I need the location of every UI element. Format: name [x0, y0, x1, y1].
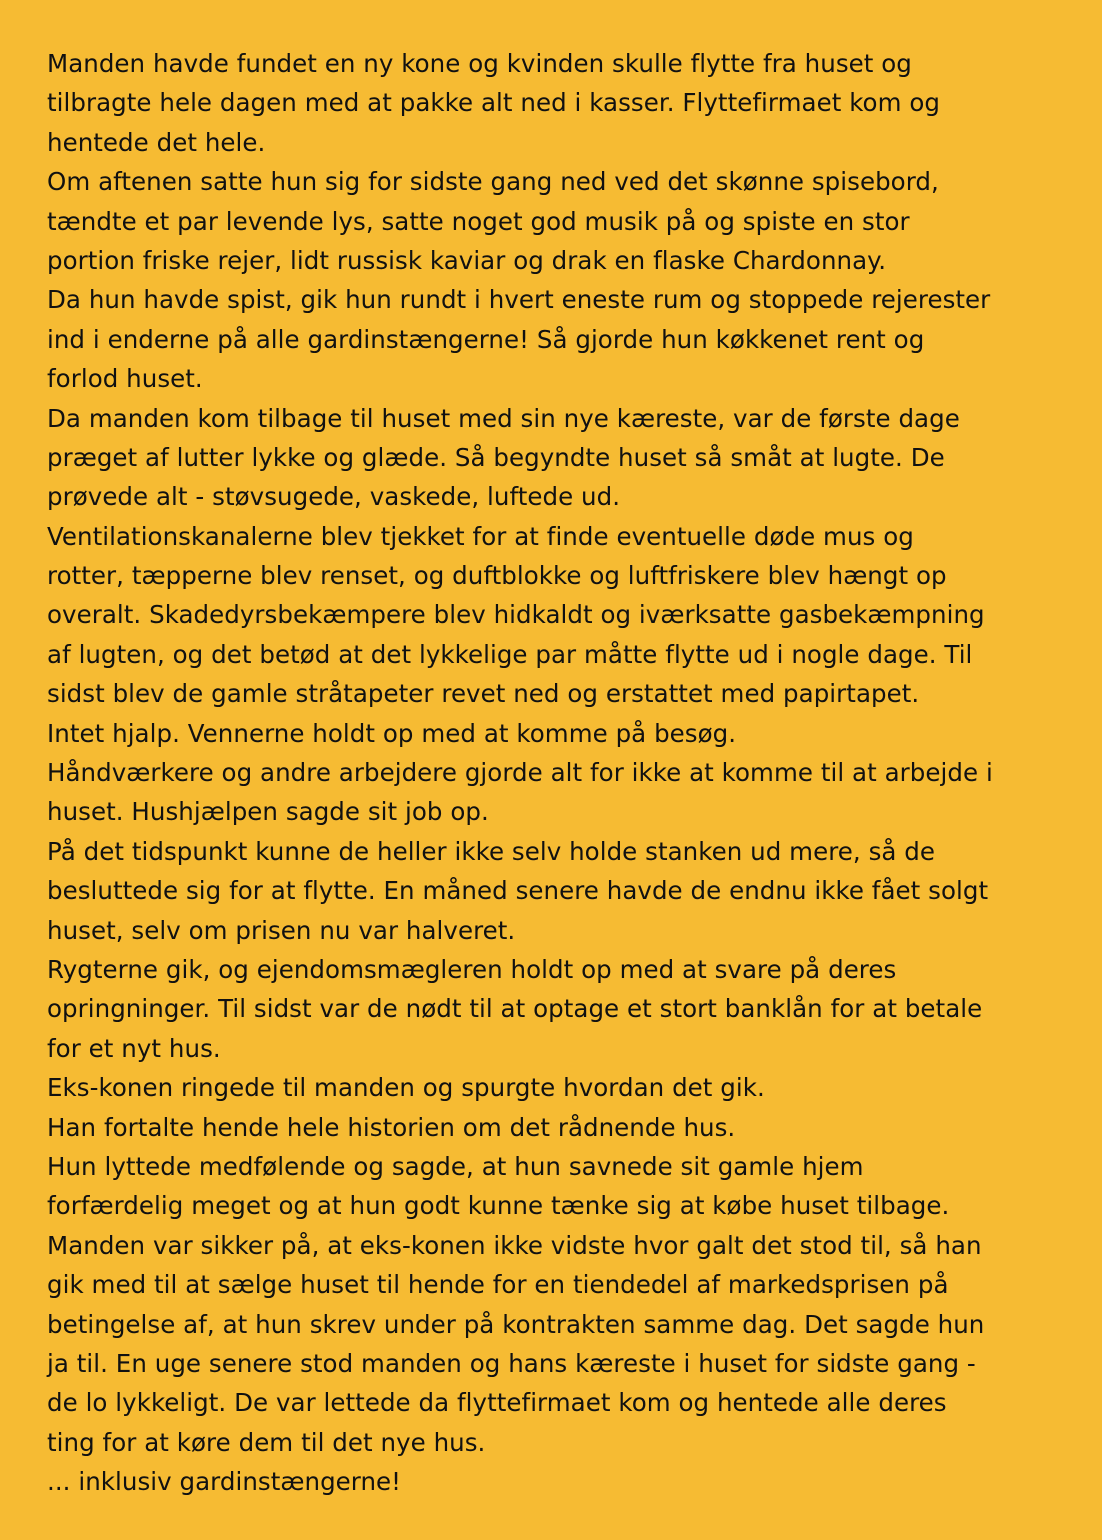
- story-line: Da hun havde spist, gik hun rundt i hvert eneste rum og stoppede rejerester: [47, 285, 991, 315]
- story-line: hentede det hele.: [47, 127, 266, 157]
- story-line: Håndværkere og andre arbejdere gjorde alt for ikke at komme til at arbejde i: [47, 758, 993, 788]
- story-line: ... inklusiv gardinstængerne!: [47, 1467, 402, 1497]
- story-line: rotter, tæpperne blev renset, og duftblokke og luftfriskere blev hængt op: [47, 561, 947, 591]
- story-line: ja til. En uge senere stod manden og hans kæreste i huset for sidste gang -: [47, 1348, 976, 1378]
- story-line: sidst blev de gamle stråtapeter revet ned og erstattet med papirtapet.: [47, 679, 920, 709]
- story-line: betingelse af, at hun skrev under på kontrakten samme dag. Det sagde hun: [47, 1309, 985, 1339]
- story-line: portion friske rejer, lidt russisk kaviar og drak en flaske Chardonnay.: [47, 245, 887, 275]
- story-line: forfærdelig meget og at hun godt kunne tænke sig at købe huset tilbage.: [47, 1191, 950, 1221]
- story-line: ting for at køre dem til det nye hus.: [47, 1427, 486, 1457]
- story-line: tilbragte hele dagen med at pakke alt ned i kasser. Flyttefirmaet kom og: [47, 88, 940, 118]
- story-line: af lugten, og det betød at det lykkelige par måtte flytte ud i nogle dage. Til: [47, 639, 973, 669]
- story-line: huset. Hushjælpen sagde sit job op.: [47, 797, 489, 827]
- story-line: Rygterne gik, og ejendomsmægleren holdt op med at svare på deres: [47, 954, 897, 984]
- story-line: Om aftenen satte hun sig for sidste gang ned ved det skønne spisebord,: [47, 167, 939, 197]
- story-line: Hun lyttede medfølende og sagde, at hun savnede sit gamle hjem: [47, 1151, 864, 1181]
- story-line: de lo lykkeligt. De var lettede da flyttefirmaet kom og hentede alle deres: [47, 1388, 947, 1418]
- story-line: ind i enderne på alle gardinstængerne! Så gjorde hun køkkenet rent og: [47, 324, 925, 354]
- story-line: overalt. Skadedyrsbekæmpere blev hidkaldt og iværksatte gasbekæmpning: [47, 600, 985, 630]
- story-line: opringninger. Til sidst var de nødt til at optage et stort banklån for at betale: [47, 994, 983, 1024]
- story-line: for et nyt hus.: [47, 1033, 221, 1063]
- story-line: præget af lutter lykke og glæde. Så begyndte huset så småt at lugte. De: [47, 442, 945, 472]
- story-line: Manden var sikker på, at eks-konen ikke vidste hvor galt det stod til, så han: [47, 1230, 982, 1260]
- story-line: Eks-konen ringede til manden og spurgte hvordan det gik.: [47, 1073, 765, 1103]
- story-line: Intet hjalp. Vennerne holdt op med at komme på besøg.: [47, 718, 737, 748]
- story-line: Da manden kom tilbage til huset med sin nye kæreste, var de første dage: [47, 403, 960, 433]
- story-line: Manden havde fundet en ny kone og kvinden skulle flytte fra huset og: [47, 49, 912, 78]
- story-line: tændte et par levende lys, satte noget god musik på og spiste en stor: [47, 206, 910, 236]
- story-line: gik med til at sælge huset til hende for en tiendedel af markedsprisen på: [47, 1270, 949, 1300]
- story-line: huset, selv om prisen nu var halveret.: [47, 915, 516, 945]
- story-line: forlod huset.: [47, 364, 203, 394]
- story-line: Han fortalte hende hele historien om det rådnende hus.: [47, 1112, 736, 1142]
- story-text: [47, 44, 1077, 1501]
- story-line: På det tidspunkt kunne de heller ikke selv holde stanken ud mere, så de: [47, 836, 936, 866]
- story-line: Ventilationskanalerne blev tjekket for at finde eventuelle døde mus og: [47, 521, 914, 551]
- story-line: prøvede alt - støvsugede, vaskede, luftede ud.: [47, 482, 621, 512]
- story-line: besluttede sig for at flytte. En måned senere havde de endnu ikke fået solgt: [47, 876, 989, 906]
